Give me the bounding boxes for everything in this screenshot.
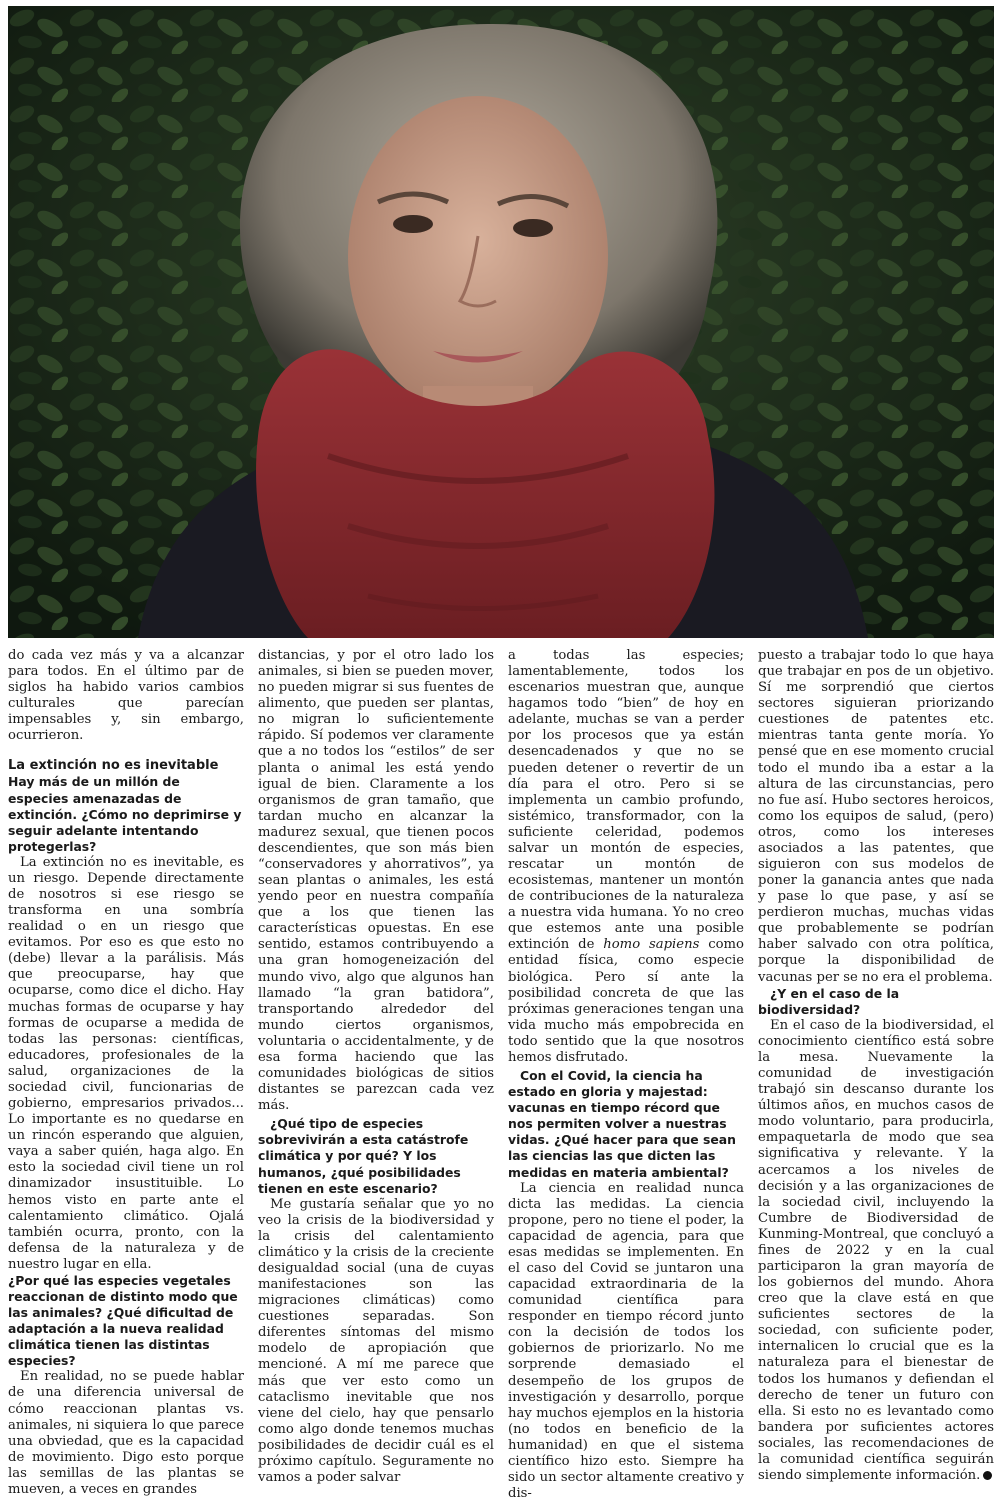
paragraph: Me gustaría señalar que yo no veo la crisis de la biodiversidad y la crisis del calentamiento climático y la crisis de la creciente desigualdad social (una de cuyas manifestaciones son las migraciones climáticas) como cuestiones separadas. Son diferentes síntomas del mismo modelo de apropiación que mencioné. A mí me parece que más que ver esto como un cataclismo inevitable que nos viene del cielo, hay que pensarlo como algo donde tenemos muchas posibilidades de decidir cuál es el próximo capítulo. Seguramente no vamos a poder salvar (258, 1196, 494, 1485)
portrait-photo (8, 6, 994, 638)
italic-text: homo sapiens (603, 937, 700, 953)
interview-question: ¿Qué tipo de especies sobrevivirán a esta catástrofe climática y por qué? Y los humanos, ¿qué posibilidades tienen en este escenario? (258, 1116, 469, 1196)
article-body (8, 648, 994, 1502)
column-1 (8, 648, 244, 1498)
paragraph: puesto a trabajar todo lo que haya que trabajar en pos de un objetivo. Sí me sorprendió que ciertos sectores siguieran priorizando cuestiones de patentes etc. mientras tanta gente moría. Yo pensé que en ese momento crucial todo el mundo iba a estar a la altura de las circunstancias, pero no fue así. Hubo sectores heroicos, como los equipos de salud, (pero) otros, como los intereses asociados a las patentes, que siguieron con sus modelos de poner la ganancia antes que nada y pase lo que pase, y así se perdieron muchas, muchas vidas que probablemente se podrían haber salvado con otra política, porque la disponibilidad de vacunas per se no era el problema. (758, 648, 994, 985)
text-run: En el caso de la biodiversidad, el conocimiento científico está sobre la mesa. Nuevamente la comunidad de investigación trabajó sin descanso durante los últimos años, en muchos casos de modo voluntario, para producirla, empaquetarla de modo que sea significativa y relevante. Y la acercamos a los niveles de decisión y a las organizaciones de la sociedad civil, incluyendo la Cumbre de Biodiversidad de Kunming-Montreal, que concluyó a fines de 2022 y en la cual participaron la gran mayoría de los gobiernos del mundo. Ahora creo que la clave está en que suficientes sectores de la sociedad, con suficiente poder, internalicen lo crucial que es la naturaleza para el bienestar de todos los humanos y defiendan el derecho de tener un futuro con ella. Si esto no es levantado como bandera por suficientes actores sociales, las recomendaciones de la comunidad científica seguirán siendo simplemente información. (758, 1017, 994, 1483)
portrait-photo-icon (8, 6, 994, 638)
section-heading: La extinción no es inevitable (8, 758, 219, 774)
paragraph: La ciencia en realidad nunca dicta las medidas. La ciencia propone, pero no tiene el poder, la capacidad de agencia, para que esas medidas se implementen. En el caso del Covid se juntaron una capacidad extraordinaria de la comunidad científica para responder en tiempo récord junto con la decisión de todos los gobiernos de priorizarlo. No me sorprende demasiado el desempeño de los grupos de investigación y desarrollo, porque hay muchos ejemplos en la historia (no todos en beneficio de la humanidad) en que el sistema científico hizo esto. Siempre ha sido un sector altamente creativo y dis- (508, 1180, 744, 1502)
column-3 (508, 648, 744, 1502)
paragraph (508, 648, 744, 1066)
end-of-article-icon (983, 1471, 992, 1480)
paragraph: La extinción no es inevitable, es un riesgo. Depende directamente de nosotros si ese riesgo se transforma en una sombría realidad o en un riesgo que evitamos. Por eso es que esto no (debe) llevar a la parálisis. Más que preocuparse, hay que ocuparse, como dice el dicho. Hay muchas formas de ocuparse y hay formas de ocuparse a medida de todas las personas: científicas, educadores, profesionales de la salud, organizaciones de la sociedad civil, funcionarias de gobierno, empresarios privados... Lo importante es no quedarse en un rincón esperando que alguien, vaya a saber quién, haga algo. En esto la sociedad civil tiene un rol dinamizador insustituible. Lo hemos visto en parte ante el calentamiento climático. Ojalá también ocurra, pronto, con la defensa de la naturaleza y de nuestro lugar en ella. (8, 854, 244, 1272)
interview-question: Con el Covid, la ciencia ha estado en gloria y majestad: vacunas en tiempo récord que nos permiten volver a nuestras vidas. ¿Qué hacer para que sean las ciencias las que dicten las medidas en materia ambiental? (508, 1068, 736, 1180)
column-2 (258, 648, 494, 1486)
paragraph: distancias, y por el otro lado los animales, si bien se pueden mover, no pueden migrar si sus fuentes de alimento, que pueden ser plantas, no migran lo suficientemente rápido. Sí podemos ver claramente que a no todos los “estilos” de ser planta o animal les está yendo igual de bien. Claramente a los organismos de gran tamaño, que tardan mucho en alcanzar la madurez sexual, que tienen pocos descendientes, que son más bien “conservadores y ahorrativos”, ya sean plantas o animales, les está yendo peor en nuestra compañía que a los que tienen las características opuestas. En ese sentido, estamos contribuyendo a una gran homogeneización del mundo vivo, algo que algunos han llamado “la gran batidora”, transportando alrededor del mundo ciertos organismos, voluntaria o accidentalmente, y de esa forma haciendo que las comunidades biológicas de sitios distantes se parezcan cada vez más. (258, 648, 494, 1114)
interview-question: Hay más de un millón de especies amenazadas de extinción. ¿Cómo no deprimirse y seguir adelante intentando protegerlas? (8, 774, 242, 854)
paragraph: do cada vez más y va a alcanzar para todos. En el último par de siglos ha habido varios cambios culturales que parecían impensables y, sin embargo, ocurrieron. (8, 648, 244, 744)
interview-question: ¿Por qué las especies vegetales reaccionan de distinto modo que las animales? ¿Qué dificultad de adaptación a la nueva realidad climática tienen las distintas especies? (8, 1272, 238, 1369)
column-4 (758, 648, 994, 1484)
text-run: como entidad física, como especie biológica. Pero sí ante la posibilidad concreta de que las próximas generaciones tengan una vida mucho más empobrecida en todo sentido que la que nosotros hemos disfrutado. (508, 937, 744, 1065)
paragraph (758, 1018, 994, 1484)
text-run: a todas las especies; lamentablemente, todos los escenarios muestran que, aunque hagamos todo “bien” de hoy en adelante, muchas se van a perder por los procesos que ya están desencadenados y que no se pueden detener o revertir de un día para el otro. Pero si se implementa un cambio profundo, sistémico, transformador, con la suficiente celeridad, podemos salvar un montón de especies, rescatar un montón de ecosistemas, mantener un montón de contribuciones de la naturaleza a nuestra vida humana. Yo no creo que estemos ante una posible extinción de (508, 648, 744, 953)
interview-question: ¿Y en el caso de la biodiversidad? (758, 985, 900, 1017)
paragraph: En realidad, no se puede hablar de una diferencia universal de cómo reaccionan plantas vs. animales, ni siquiera lo que parece una obviedad, que es la capacidad de movimiento. Digo esto porque las semillas de las plantas se mueven, a veces en grandes (8, 1369, 244, 1497)
